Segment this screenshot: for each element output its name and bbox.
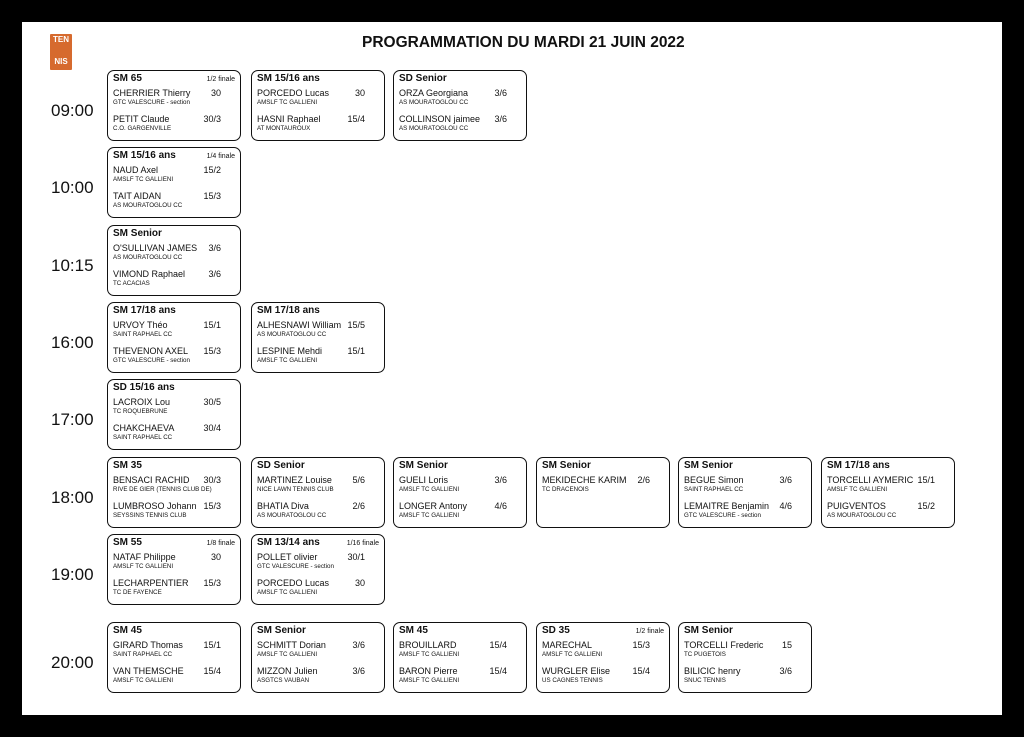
player-entry — [113, 85, 235, 111]
player-rank: 30/1 — [347, 552, 365, 562]
player-club: AMSLF TC GALLIENI — [257, 99, 318, 106]
player-entry — [113, 420, 235, 446]
player-name: TORCELLI AYMERIC — [827, 475, 914, 485]
player-club: C.O. GARGENVILLE — [113, 125, 172, 132]
player-name: BENSACI RACHID — [113, 475, 190, 485]
player-club: GTC VALESCURE - section — [113, 99, 190, 106]
player-rank: 30/3 — [203, 114, 221, 124]
round-label: 1/2 finale — [635, 628, 664, 635]
player-entry — [113, 266, 235, 292]
player-name: MARTINEZ Louise — [257, 475, 332, 485]
player-rank: 15/3 — [632, 640, 650, 650]
match-category — [399, 460, 521, 472]
player-rank: 4/6 — [779, 501, 792, 511]
player-rank: 30/4 — [203, 423, 221, 433]
time-label: 10:15 — [51, 256, 94, 275]
player-rank: 5/6 — [352, 475, 365, 485]
player-name: THEVENON AXEL — [113, 346, 189, 356]
player-name: TAIT AIDAN — [113, 191, 162, 201]
player-rank: 15 — [781, 640, 792, 650]
player-rank: 30/5 — [203, 397, 221, 407]
player-entry — [542, 472, 664, 498]
player-rank: 15/5 — [347, 320, 365, 330]
player-club: AMSLF TC GALLIENI — [399, 486, 460, 493]
player-rank: 15/4 — [203, 666, 221, 676]
player-entry — [113, 240, 235, 266]
player-club: SAINT RAPHAEL CC — [113, 434, 173, 441]
player-rank: 30 — [354, 88, 365, 98]
player-entry — [257, 472, 379, 498]
player-entry — [542, 663, 664, 689]
match-card — [107, 225, 241, 296]
player-club: GTC VALESCURE - section — [257, 563, 334, 570]
player-rank: 3/6 — [352, 640, 365, 650]
round-label: 1/8 finale — [206, 540, 235, 547]
category-label: SM 17/18 ans — [827, 460, 890, 471]
player-club: AS MOURATOGLOU CC — [399, 125, 469, 132]
player-club: AT MONTAUROUX — [257, 125, 311, 132]
match-category — [113, 73, 235, 85]
player-entry — [399, 472, 521, 498]
player-name: BARON Pierre — [399, 666, 458, 676]
player-rank: 15/1 — [917, 475, 935, 485]
round-label: 1/4 finale — [206, 153, 235, 160]
match-card — [107, 457, 241, 528]
player-club: SAINT RAPHAEL CC — [684, 486, 744, 493]
player-rank: 15/4 — [489, 640, 507, 650]
player-rank: 15/1 — [203, 640, 221, 650]
category-label: SM 17/18 ans — [257, 305, 320, 316]
player-entry — [399, 85, 521, 111]
player-entry — [113, 111, 235, 137]
player-club: AS MOURATOGLOU CC — [113, 202, 183, 209]
player-rank: 15/2 — [917, 501, 935, 511]
player-club: AMSLF TC GALLIENI — [399, 677, 460, 684]
player-name: LONGER Antony — [399, 501, 468, 511]
player-entry — [113, 663, 235, 689]
player-name: LESPINE Mehdi — [257, 346, 323, 356]
player-rank: 15/4 — [632, 666, 650, 676]
player-name: LECHARPENTIER — [113, 578, 189, 588]
player-name: URVOY Théo — [113, 320, 168, 330]
player-club: GTC VALESCURE - section — [684, 512, 761, 519]
player-rank: 15/3 — [203, 501, 221, 511]
player-entry — [113, 343, 235, 369]
match-category — [684, 460, 806, 472]
player-entry — [257, 343, 379, 369]
match-category — [113, 150, 235, 162]
player-rank: 30 — [210, 88, 221, 98]
match-category — [257, 537, 379, 549]
category-label: SM Senior — [684, 460, 733, 471]
player-entry — [257, 575, 379, 601]
category-label: SM 45 — [113, 625, 142, 636]
player-club: US CAGNES TENNIS — [542, 677, 603, 684]
player-club: TC DRACENOIS — [542, 486, 589, 493]
player-rank: 3/6 — [208, 269, 221, 279]
time-label: 20:00 — [51, 653, 94, 672]
match-card — [107, 70, 241, 141]
player-name: BROUILLARD — [399, 640, 457, 650]
match-category — [113, 625, 235, 637]
round-label: 1/2 finale — [206, 76, 235, 83]
player-club: AMSLF TC GALLIENI — [257, 651, 318, 658]
category-label: SM 17/18 ans — [113, 305, 176, 316]
category-label: SM 55 — [113, 537, 142, 548]
time-label: 17:00 — [51, 410, 94, 429]
category-label: SM 35 — [113, 460, 142, 471]
player-name: WURGLER Elise — [542, 666, 611, 676]
category-label: SM 45 — [399, 625, 428, 636]
player-club: AS MOURATOGLOU CC — [257, 331, 327, 338]
player-entry — [399, 111, 521, 137]
player-rank: 3/6 — [494, 114, 507, 124]
player-name: ORZA Georgiana — [399, 88, 469, 98]
player-entry — [542, 498, 664, 524]
player-club: AS MOURATOGLOU CC — [113, 254, 183, 261]
player-name: PETIT Claude — [113, 114, 170, 124]
player-club: AMSLF TC GALLIENI — [399, 512, 460, 519]
player-name: ALHESNAWI William — [257, 320, 342, 330]
player-rank: 3/6 — [208, 243, 221, 253]
match-card — [251, 534, 385, 605]
match-category — [399, 73, 521, 85]
player-rank: 15/2 — [203, 165, 221, 175]
match-card — [536, 457, 670, 528]
player-entry — [399, 637, 521, 663]
player-entry — [113, 394, 235, 420]
player-name: CHAKCHAEVA — [113, 423, 175, 433]
match-card — [107, 379, 241, 450]
player-name: VIMOND Raphael — [113, 269, 186, 279]
player-rank: 30/3 — [203, 475, 221, 485]
player-club: TC DE FAYENCE — [113, 589, 162, 596]
player-club: AS MOURATOGLOU CC — [399, 99, 469, 106]
player-rank: 15/1 — [203, 320, 221, 330]
player-rank: 30 — [354, 578, 365, 588]
player-club: NICE LAWN TENNIS CLUB — [257, 486, 334, 493]
player-name: MARECHAL — [542, 640, 593, 650]
match-category — [257, 460, 379, 472]
player-rank: 15/1 — [347, 346, 365, 356]
category-label: SM Senior — [684, 625, 733, 636]
player-rank: 4/6 — [494, 501, 507, 511]
player-rank: 3/6 — [494, 475, 507, 485]
player-rank: 30 — [210, 552, 221, 562]
player-club: GTC VALESCURE - section — [113, 357, 190, 364]
logo-line-1: TEN — [53, 35, 69, 44]
player-rank: 15/3 — [203, 191, 221, 201]
match-category — [827, 460, 949, 472]
player-club: TC ROQUEBRUNE — [113, 408, 168, 415]
match-card — [821, 457, 955, 528]
match-category — [542, 460, 664, 472]
time-label: 19:00 — [51, 565, 94, 584]
player-rank: 15/3 — [203, 578, 221, 588]
player-club: AMSLF TC GALLIENI — [399, 651, 460, 658]
match-card — [393, 457, 527, 528]
player-entry — [827, 472, 949, 498]
player-entry — [113, 637, 235, 663]
time-label: 16:00 — [51, 333, 94, 352]
match-card — [393, 70, 527, 141]
player-name: PORCEDO Lucas — [257, 578, 330, 588]
player-club: AMSLF TC GALLIENI — [542, 651, 603, 658]
player-rank: 2/6 — [352, 501, 365, 511]
player-name: BHATIA Diva — [257, 501, 309, 511]
player-club: SAINT RAPHAEL CC — [113, 331, 173, 338]
match-category — [257, 73, 379, 85]
match-card — [678, 622, 812, 693]
match-category — [113, 228, 235, 240]
match-card — [251, 457, 385, 528]
match-category — [257, 625, 379, 637]
player-name: NATAF Philippe — [113, 552, 176, 562]
category-label: SD 35 — [542, 625, 570, 636]
time-label: 18:00 — [51, 488, 94, 507]
match-card — [107, 302, 241, 373]
player-entry — [257, 498, 379, 524]
category-label: SM 13/14 ans — [257, 537, 320, 548]
player-entry — [113, 498, 235, 524]
player-name: PUIGVENTOS — [827, 501, 886, 511]
category-label: SM Senior — [257, 625, 306, 636]
player-name: VAN THEMSCHE — [113, 666, 184, 676]
player-entry — [113, 188, 235, 214]
match-card — [107, 622, 241, 693]
match-card — [536, 622, 670, 693]
player-entry — [113, 549, 235, 575]
player-club: AMSLF TC GALLIENI — [113, 677, 174, 684]
tennis-logo — [50, 34, 72, 70]
player-name: BILICIC henry — [684, 666, 741, 676]
player-entry — [257, 549, 379, 575]
match-category — [399, 625, 521, 637]
player-rank: 3/6 — [779, 666, 792, 676]
player-club: SEYSSINS TENNIS CLUB — [113, 512, 187, 519]
match-category — [542, 625, 664, 637]
category-label: SM 15/16 ans — [113, 150, 176, 161]
match-card — [251, 302, 385, 373]
player-name: GIRARD Thomas — [113, 640, 183, 650]
player-entry — [257, 637, 379, 663]
player-rank: 15/4 — [347, 114, 365, 124]
logo-line-2: NIS — [54, 57, 68, 66]
player-entry — [113, 317, 235, 343]
player-entry — [684, 663, 806, 689]
player-entry — [257, 663, 379, 689]
player-club: AMSLF TC GALLIENI — [113, 176, 174, 183]
player-entry — [684, 498, 806, 524]
category-label: SD 15/16 ans — [113, 382, 175, 393]
player-entry — [257, 85, 379, 111]
player-club: RIVE DE GIER (TENNIS CLUB DE) — [113, 486, 212, 493]
match-category — [257, 305, 379, 317]
player-entry — [827, 498, 949, 524]
player-rank: 15/4 — [489, 666, 507, 676]
player-entry — [542, 637, 664, 663]
player-name: LUMBROSO Johann — [113, 501, 197, 511]
player-club: AMSLF TC GALLIENI — [257, 357, 318, 364]
player-entry — [113, 575, 235, 601]
match-category — [113, 305, 235, 317]
player-club: TC PUGETOIS — [684, 651, 726, 658]
player-name: CHERRIER Thierry — [113, 88, 191, 98]
player-rank: 3/6 — [779, 475, 792, 485]
player-club: AMSLF TC GALLIENI — [827, 486, 888, 493]
player-name: MIZZON Julien — [257, 666, 318, 676]
player-entry — [257, 317, 379, 343]
page-title: PROGRAMMATION DU MARDI 21 JUIN 2022 — [362, 34, 685, 51]
player-name: GUELI Loris — [399, 475, 449, 485]
category-label: SM Senior — [542, 460, 591, 471]
player-name: HASNI Raphael — [257, 114, 321, 124]
player-club: SAINT RAPHAEL CC — [113, 651, 173, 658]
match-card — [393, 622, 527, 693]
player-rank: 3/6 — [352, 666, 365, 676]
player-name: O'SULLIVAN JAMES — [113, 243, 198, 253]
match-card — [678, 457, 812, 528]
player-name: POLLET olivier — [257, 552, 318, 562]
category-label: SD Senior — [257, 460, 305, 471]
player-club: TC ACACIAS — [113, 280, 150, 287]
player-name: NAUD Axel — [113, 165, 159, 175]
category-label: SM 65 — [113, 73, 142, 84]
player-entry — [257, 111, 379, 137]
schedule-sheet — [22, 22, 1002, 715]
round-label: 1/16 finale — [346, 540, 379, 547]
player-rank: 3/6 — [494, 88, 507, 98]
player-club: ASGTCS VAUBAN — [257, 677, 310, 684]
player-name: LACROIX Lou — [113, 397, 171, 407]
player-entry — [684, 637, 806, 663]
player-club: AS MOURATOGLOU CC — [827, 512, 897, 519]
player-club: SNUC TENNIS — [684, 677, 726, 684]
category-label: SD Senior — [399, 73, 447, 84]
player-name: MEKIDECHE KARIM — [542, 475, 627, 485]
category-label: SM 15/16 ans — [257, 73, 320, 84]
category-label: SM Senior — [399, 460, 448, 471]
player-entry — [684, 472, 806, 498]
player-name: BEGUE Simon — [684, 475, 744, 485]
match-card — [251, 70, 385, 141]
match-card — [251, 622, 385, 693]
player-entry — [113, 162, 235, 188]
player-club: AMSLF TC GALLIENI — [113, 563, 174, 570]
match-category — [113, 537, 235, 549]
match-card — [107, 534, 241, 605]
player-rank: 15/3 — [203, 346, 221, 356]
player-name: COLLINSON jaimee — [399, 114, 481, 124]
match-card — [107, 147, 241, 218]
category-label: SM Senior — [113, 228, 162, 239]
player-name: LEMAITRE Benjamin — [684, 501, 770, 511]
player-club: AMSLF TC GALLIENI — [257, 589, 318, 596]
player-entry — [399, 663, 521, 689]
player-entry — [113, 472, 235, 498]
player-entry — [399, 498, 521, 524]
match-category — [113, 460, 235, 472]
time-label: 09:00 — [51, 101, 94, 120]
player-rank: 2/6 — [637, 475, 650, 485]
match-category — [684, 625, 806, 637]
player-club: AS MOURATOGLOU CC — [257, 512, 327, 519]
match-category — [113, 382, 235, 394]
time-label: 10:00 — [51, 178, 94, 197]
player-name: PORCEDO Lucas — [257, 88, 330, 98]
player-name: SCHMITT Dorian — [257, 640, 326, 650]
player-name: TORCELLI Frederic — [684, 640, 764, 650]
